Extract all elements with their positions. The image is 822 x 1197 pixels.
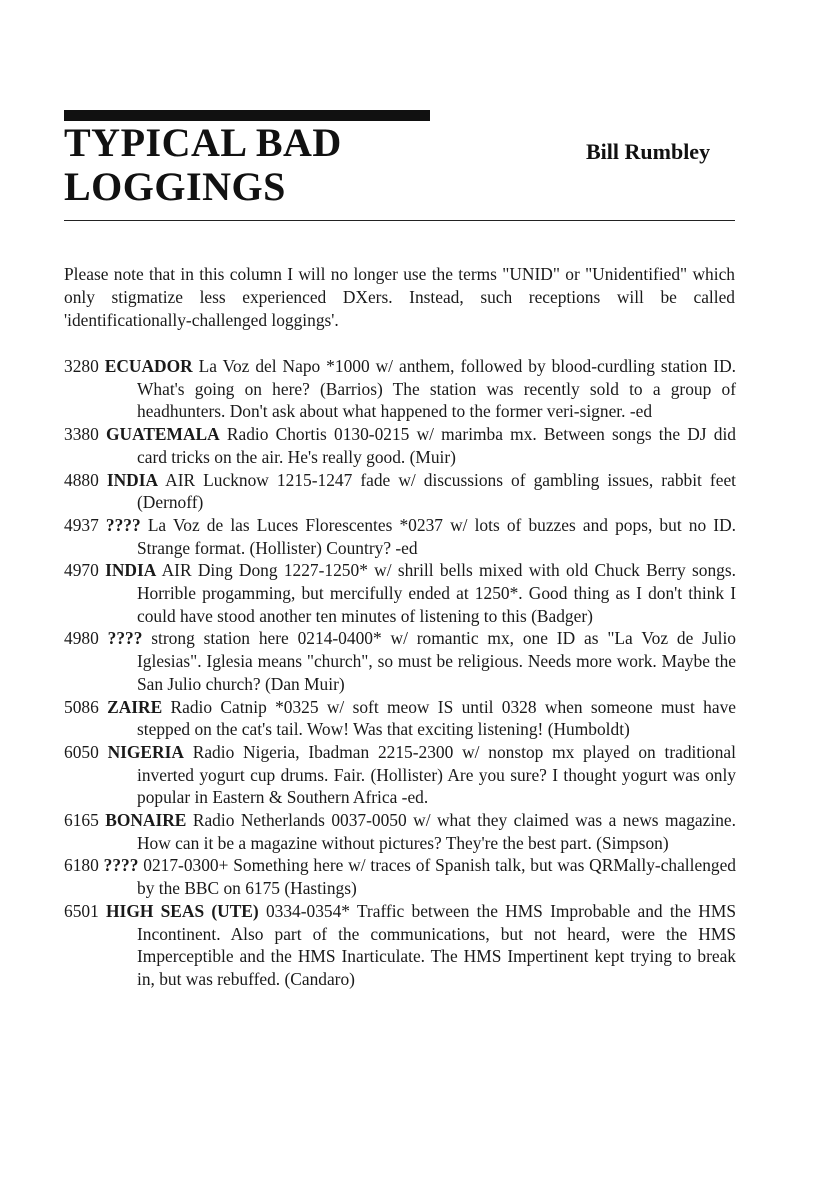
- logging-country: NIGERIA: [107, 741, 184, 762]
- logging-entry: [64, 559, 736, 627]
- logging-frequency: 6501: [64, 900, 99, 921]
- logging-entry: [64, 741, 736, 809]
- logging-text: AIR Ding Dong 1227-1250* w/ shrill bells mixed with old Chuck Berry songs. Horrible progamming, but mercifully ended at 1250*. Good thing as I don't think I could have stood another ten minutes of listening to this (Badger): [137, 560, 736, 626]
- logging-country: INDIA: [105, 560, 157, 581]
- logging-country: HIGH SEAS (UTE): [106, 900, 259, 921]
- logging-text: 0334-0354* Traffic between the HMS Improbable and the HMS Incontinent. Also part of the communications, but not heard, were the HMS Imperceptible and the HMS Inarticulate. The HMS Impertinent kept trying to break in, but was rebuffed. (Candaro): [137, 900, 736, 989]
- logging-frequency: 4980: [64, 628, 99, 649]
- logging-entry: [64, 809, 736, 854]
- logging-country: ????: [107, 628, 143, 649]
- logging-country: GUATEMALA: [105, 424, 220, 445]
- logging-frequency: 4880: [64, 469, 99, 490]
- logging-entry: [64, 627, 736, 695]
- logging-entry: [64, 469, 736, 514]
- logging-entry: [64, 900, 736, 991]
- logging-text: Radio Catnip *0325 w/ soft meow IS until 0328 when someone must have stepped on the cat's tail. Wow! Was that exciting listening! (Humboldt): [137, 696, 736, 740]
- logging-text: strong station here 0214-0400* w/ romantic mx, one ID as "La Voz de Julio Iglesias". Iglesia means "church", so must be religious. Needs more work. Maybe the San Julio church? (Dan Muir): [137, 628, 736, 694]
- logging-country: INDIA: [106, 469, 159, 490]
- logging-text: Radio Nigeria, Ibadman 2215-2300 w/ nonstop mx played on traditional inverted yogurt cup drums. Fair. (Hollister) Are you sure? I thought yogurt was only popular in Eastern & Southern Africa -ed.: [137, 741, 736, 808]
- logging-text: AIR Lucknow 1215-1247 fade w/ discussions of gambling issues, rabbit feet (Dernoff): [137, 469, 736, 513]
- logging-country: BONAIRE: [105, 810, 187, 831]
- logging-entry: [64, 355, 736, 423]
- logging-entry: [64, 514, 736, 559]
- page-title: TYPICAL BAD LOGGINGS: [64, 120, 342, 209]
- logging-entry: [64, 696, 736, 741]
- logging-country: ????: [105, 514, 141, 535]
- logging-frequency: 4970: [64, 560, 99, 581]
- logging-frequency: 3380: [64, 424, 99, 445]
- logging-entry: [64, 423, 736, 468]
- author-name: Bill Rumbley: [586, 139, 711, 164]
- logging-frequency: 6180: [64, 855, 99, 876]
- logging-country: ????: [103, 855, 139, 876]
- logging-text: La Voz del Napo *1000 w/ anthem, followed by blood-curdling station ID. What's going on here? (Barrios) The station was recently sold to a group of headhunters. Don't ask about what happened to the former veri-signer. -ed: [137, 356, 736, 422]
- logging-text: Radio Chortis 0130-0215 w/ marimba mx. Between songs the DJ did card tricks on the air. He's really good. (Muir): [137, 424, 736, 467]
- logging-country: ZAIRE: [107, 696, 163, 717]
- logging-frequency: 4937: [64, 514, 99, 535]
- logging-country: ECUADOR: [104, 356, 193, 376]
- logging-text: 0217-0300+ Something here w/ traces of Spanish talk, but was QRMally-challenged by the BBC on 6175 (Hastings): [137, 855, 736, 899]
- logging-text: La Voz de las Luces Florescentes *0237 w/ lots of buzzes and pops, but no ID. Strange format. (Hollister) Country? -ed: [137, 514, 736, 558]
- loggings-list: [64, 355, 736, 991]
- logging-frequency: 5086: [64, 696, 99, 717]
- header-rule: [64, 220, 735, 221]
- logging-frequency: 6050: [64, 741, 99, 762]
- logging-frequency: 6165: [64, 810, 99, 831]
- intro-paragraph: Please note that in this column I will no longer use the terms "UNID" or "Unidentified" which only stigmatize less experienced DXers. Instead, such receptions will be called 'identificationally-challenged loggings'.: [64, 264, 735, 330]
- logging-frequency: 3280: [64, 356, 99, 376]
- logging-text: Radio Netherlands 0037-0050 w/ what they claimed was a news magazine. How can it be a magazine without pictures? They're the best part. (Simpson): [137, 810, 736, 853]
- logging-entry: [64, 854, 736, 899]
